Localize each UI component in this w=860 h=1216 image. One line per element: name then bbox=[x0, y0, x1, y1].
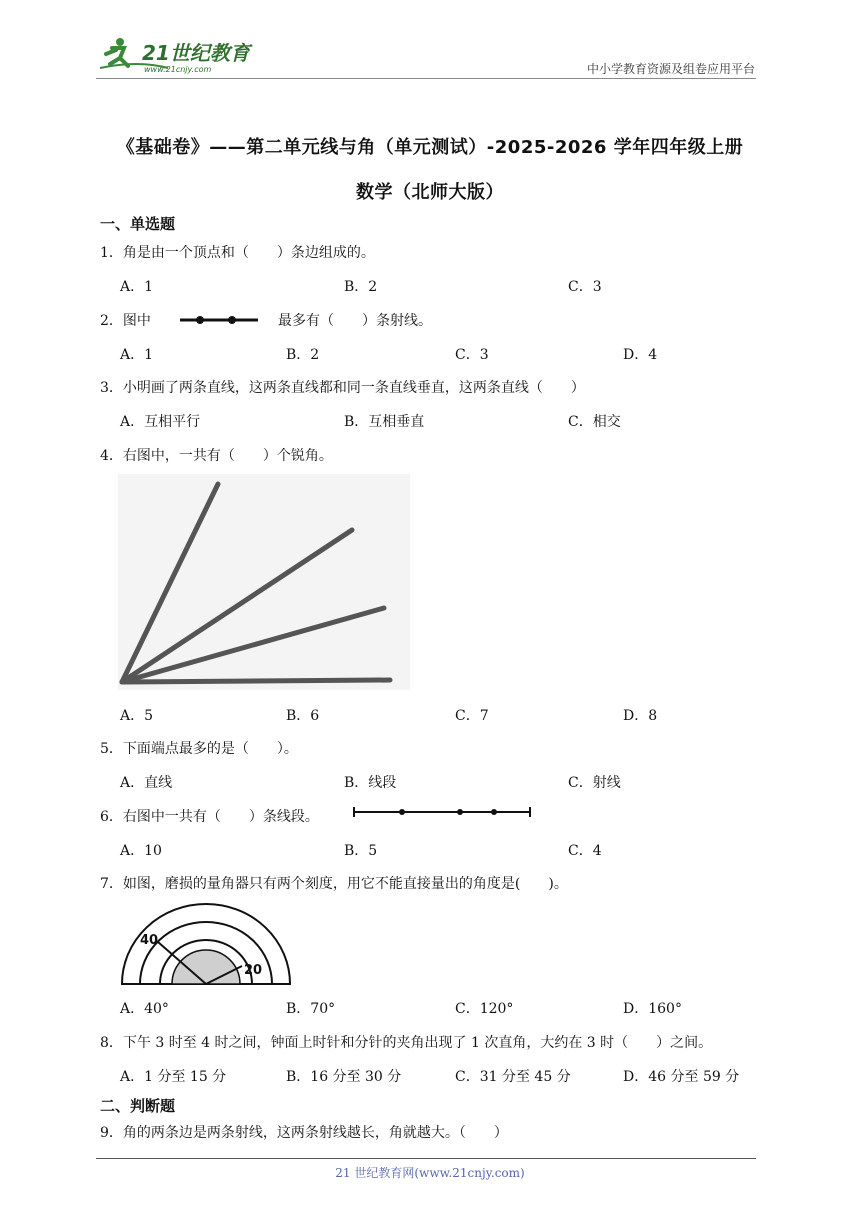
question-8: 8．下午 3 时至 4 时之间，钟面上时针和分针的夹角出现了 1 次直角，大约在 3 时（ ）之间。 bbox=[100, 1035, 713, 1051]
question-6: 6．右图中一共有（ ）条线段。 bbox=[100, 809, 319, 825]
svg-text:40: 40 bbox=[140, 933, 159, 948]
q3-option-b[interactable]: B．互相垂直 bbox=[344, 414, 425, 430]
q4-option-d[interactable]: D．8 bbox=[623, 708, 658, 724]
section-heading-true-false: 二、判断题 bbox=[100, 1097, 176, 1115]
q6-segment-figure bbox=[350, 805, 534, 819]
q4-option-b[interactable]: B．6 bbox=[286, 708, 320, 724]
footer-divider bbox=[96, 1158, 756, 1159]
question-2-suffix: 最多有（ ）条射线。 bbox=[278, 313, 432, 329]
q7-option-a[interactable]: A．40° bbox=[120, 1001, 169, 1017]
q4-option-a[interactable]: A．5 bbox=[120, 708, 154, 724]
q7-option-c[interactable]: C．120° bbox=[455, 1001, 514, 1017]
q7-option-b[interactable]: B．70° bbox=[286, 1001, 336, 1017]
q7-protractor-figure bbox=[118, 902, 294, 988]
q5-option-c[interactable]: C．射线 bbox=[568, 775, 621, 791]
page-title: 《基础卷》——第二单元线与角（单元测试）-2025-2026 学年四年级上册 bbox=[116, 137, 744, 158]
q8-option-a[interactable]: A．1 分至 15 分 bbox=[120, 1069, 227, 1085]
q2-line-figure bbox=[178, 312, 260, 328]
q3-option-a[interactable]: A．互相平行 bbox=[120, 414, 201, 430]
q6-option-c[interactable]: C．4 bbox=[568, 843, 602, 859]
question-4: 4．右图中，一共有（ ）个锐角。 bbox=[100, 448, 333, 464]
svg-text:www.21cnjy.com: www.21cnjy.com bbox=[144, 65, 212, 74]
q2-option-c[interactable]: C．3 bbox=[455, 347, 489, 363]
svg-text:20: 20 bbox=[244, 963, 263, 978]
q1-option-c[interactable]: C．3 bbox=[568, 279, 602, 295]
q8-option-c[interactable]: C．31 分至 45 分 bbox=[455, 1069, 571, 1085]
q6-option-a[interactable]: A．10 bbox=[120, 843, 162, 859]
question-3: 3．小明画了两条直线，这两条直线都和同一条直线垂直，这两条直线（ ） bbox=[100, 380, 585, 396]
q8-option-d[interactable]: D．46 分至 59 分 bbox=[623, 1069, 740, 1085]
header-divider bbox=[96, 78, 756, 79]
q8-option-b[interactable]: B．16 分至 30 分 bbox=[286, 1069, 402, 1085]
q5-option-b[interactable]: B．线段 bbox=[344, 775, 397, 791]
question-5: 5．下面端点最多的是（ ）。 bbox=[100, 741, 298, 757]
q6-option-b[interactable]: B．5 bbox=[344, 843, 378, 859]
runner-logo-icon bbox=[98, 34, 268, 76]
q4-angles-figure bbox=[118, 474, 410, 690]
question-9: 9．角的两条边是两条射线，这两条射线越长，角就越大。（ ） bbox=[100, 1125, 508, 1141]
q1-option-a[interactable]: A．1 bbox=[120, 279, 154, 295]
site-logo bbox=[98, 34, 268, 76]
question-2-prefix: 2．图中 bbox=[100, 313, 151, 329]
q2-option-d[interactable]: D．4 bbox=[623, 347, 658, 363]
section-heading-single-choice: 一、单选题 bbox=[100, 215, 176, 233]
svg-text:21世纪教育: 21世纪教育 bbox=[142, 41, 250, 65]
q4-option-c[interactable]: C．7 bbox=[455, 708, 489, 724]
question-7: 7．如图，磨损的量角器只有两个刻度，用它不能直接量出的角度是( )。 bbox=[100, 876, 568, 892]
q5-option-a[interactable]: A．直线 bbox=[120, 775, 173, 791]
q3-option-c[interactable]: C．相交 bbox=[568, 414, 621, 430]
question-1: 1．角是由一个顶点和（ ）条边组成的。 bbox=[100, 245, 375, 261]
q1-option-b[interactable]: B．2 bbox=[344, 279, 378, 295]
q7-option-d[interactable]: D．160° bbox=[623, 1001, 682, 1017]
q2-option-a[interactable]: A．1 bbox=[120, 347, 154, 363]
platform-name: 中小学教育资源及组卷应用平台 bbox=[586, 62, 755, 76]
footer-link[interactable]: 21 世纪教育网(www.21cnjy.com) bbox=[335, 1166, 525, 1180]
page-subtitle: 数学（北师大版） bbox=[356, 182, 504, 203]
q2-option-b[interactable]: B．2 bbox=[286, 347, 320, 363]
